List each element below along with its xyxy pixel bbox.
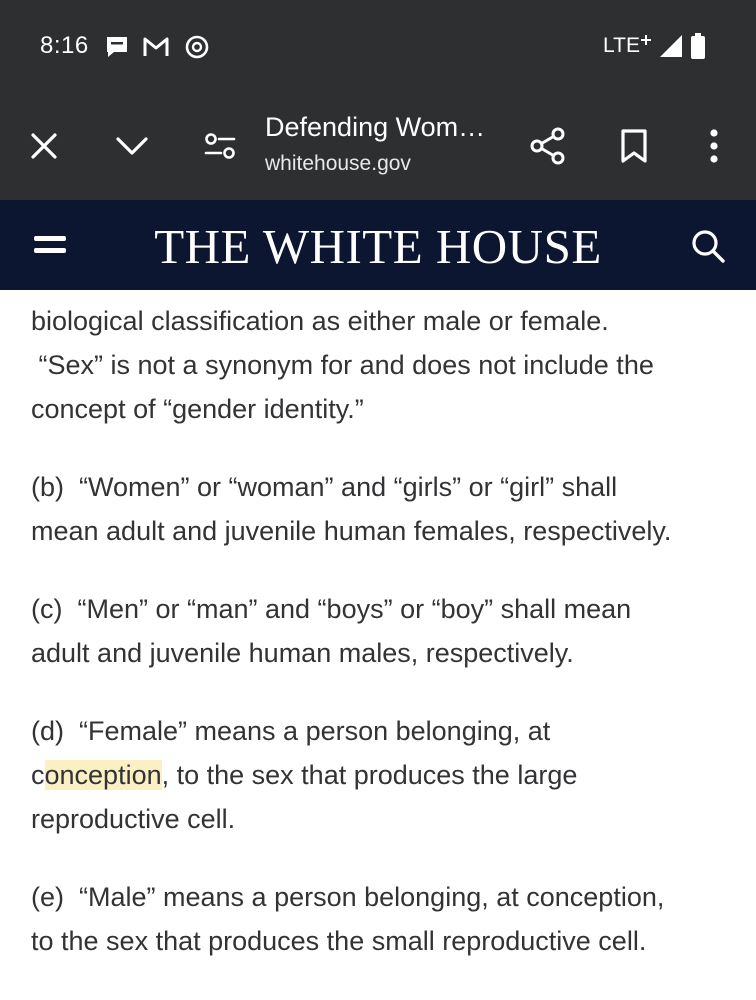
text-line: mean adult and juvenile human females, respectively. <box>31 516 672 546</box>
battery-icon <box>690 32 706 60</box>
gmail-icon <box>142 34 170 60</box>
paragraph-e <box>31 875 731 963</box>
signal-icon <box>658 33 684 59</box>
chat-icon <box>104 34 130 60</box>
paragraph-c <box>31 587 731 675</box>
text-line: “Sex” is not a synonym for and does not include the <box>31 350 654 380</box>
status-bar <box>0 0 756 96</box>
status-time: 8:16 <box>40 32 89 59</box>
site-header <box>0 200 756 290</box>
text-line: adult and juvenile human males, respectively. <box>31 638 574 668</box>
site-title[interactable]: THE WHITE HOUSE <box>154 219 602 274</box>
bookmark-icon[interactable] <box>612 124 656 168</box>
text-line <box>31 753 731 797</box>
text-line: concept of “gender identity.” <box>31 394 364 424</box>
page-title[interactable]: Defending Wom… <box>265 112 486 142</box>
text-fragment: , to the sex that produces the large <box>161 760 578 790</box>
text-line: (b) “Women” or “woman” and “girls” or “girl” shall <box>31 472 618 502</box>
status-right <box>603 32 706 60</box>
search-icon[interactable] <box>688 226 728 266</box>
text-line: (d) “Female” means a person belonging, at <box>31 716 551 746</box>
text-line: reproductive cell. <box>31 804 236 834</box>
paragraph-sex-definition <box>31 299 731 431</box>
article-content <box>31 299 731 997</box>
threads-icon <box>184 34 210 60</box>
lte-plus-icon <box>640 34 652 48</box>
paragraph-b <box>31 465 731 553</box>
close-icon[interactable] <box>22 124 66 168</box>
text-line: (e) “Male” means a person belonging, at conception, <box>31 882 665 912</box>
more-vert-icon[interactable] <box>692 124 736 168</box>
text-line: (c) “Men” or “man” and “boys” or “boy” shall mean <box>31 594 632 624</box>
share-icon[interactable] <box>526 124 570 168</box>
text-line: biological classification as either male or female. <box>31 306 609 336</box>
chevron-down-icon[interactable] <box>110 124 154 168</box>
network-label: LTE <box>603 34 640 57</box>
paragraph-d <box>31 709 731 841</box>
text-fragment: c <box>31 760 45 790</box>
page-controls-icon[interactable] <box>198 124 242 168</box>
text-line: to the sex that produces the small reproductive cell. <box>31 926 647 956</box>
highlighted-text[interactable]: onception <box>44 760 162 790</box>
browser-toolbar <box>0 96 756 200</box>
page-url[interactable]: whitehouse.gov <box>265 152 411 175</box>
